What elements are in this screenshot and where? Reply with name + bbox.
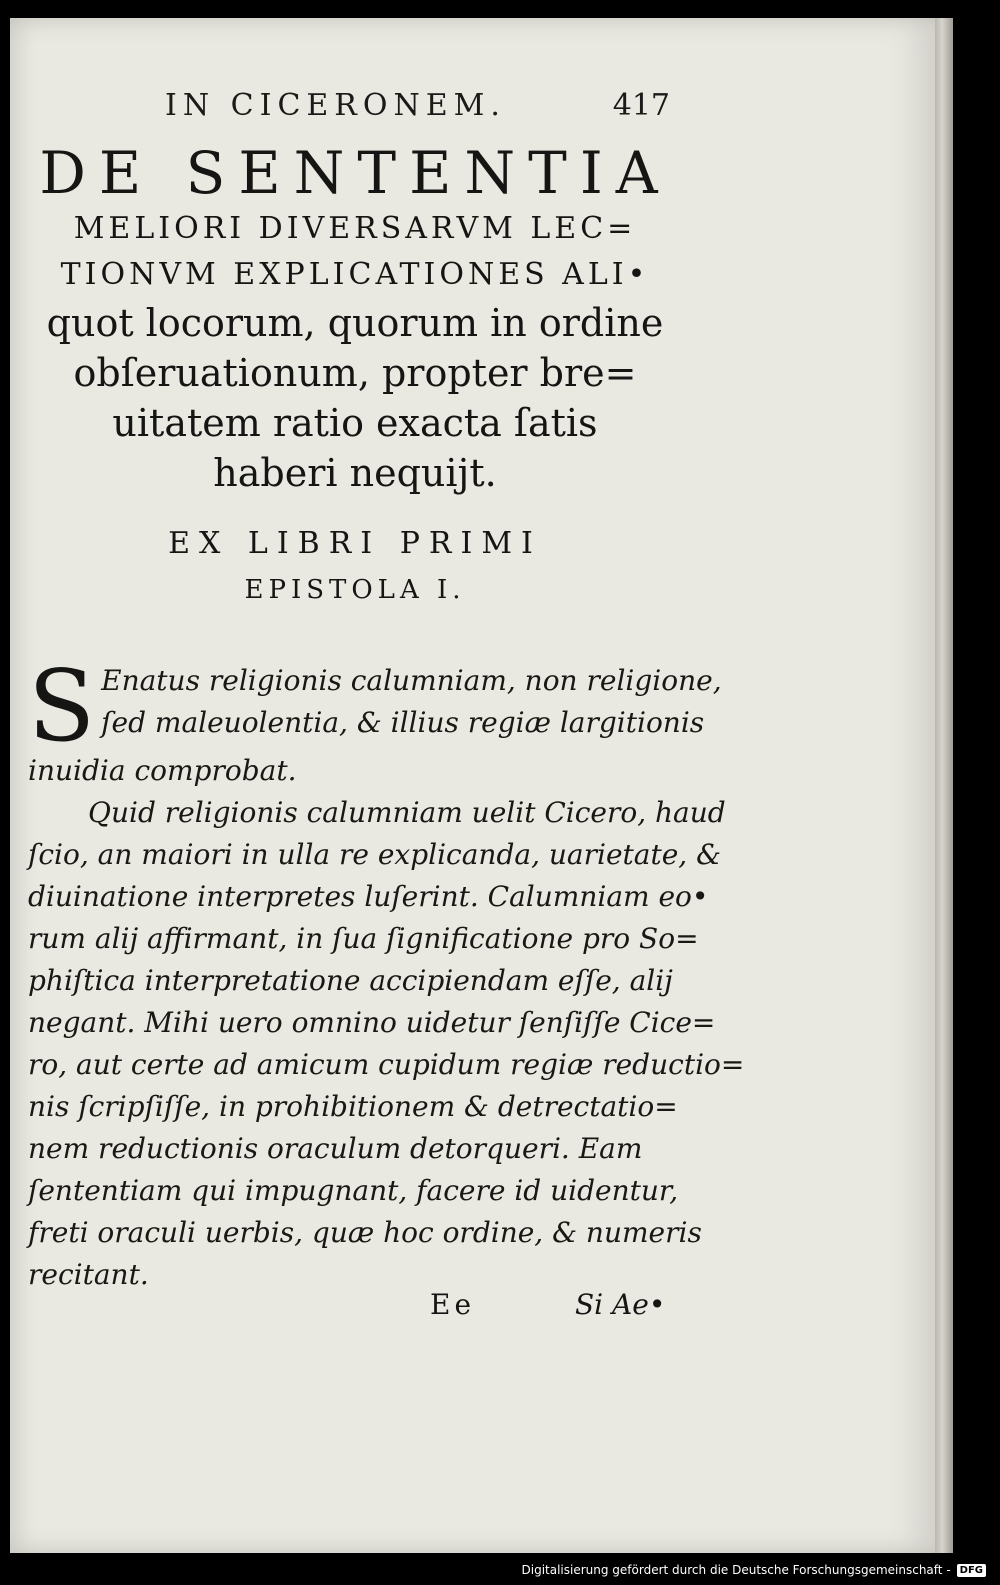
title-line-2: MELIORI DIVERSARVM LEC= [73, 211, 637, 246]
footer-text: Digitalisierung gefördert durch die Deutsche Forschungsgemeinschaft - [521, 1563, 951, 1577]
section-heading [25, 520, 685, 612]
title-line-4: quot locorum, quorum in ordine [46, 301, 664, 345]
text-line: recitant. [28, 1258, 149, 1291]
title-line-5: obſeruationum, propter bre= [73, 351, 637, 395]
text-line: diuinatione interpretes luſerint. Calumniam eo• [28, 880, 709, 913]
text-line: nem reductionis oraculum detorqueri. Eam [28, 1132, 643, 1165]
text-line: ſcio, an maiori in ulla re explicanda, uarietate, & [28, 838, 722, 871]
title-line-6: uitatem ratio exacta ſatis [112, 401, 598, 445]
page-edge [935, 18, 953, 1553]
footer-credit [522, 1559, 987, 1581]
section-heading-line-1: EX LIBRI PRIMI [168, 526, 542, 561]
title-block [25, 140, 685, 498]
dfg-logo: DFG [957, 1564, 986, 1577]
signature-mark: Ee [430, 1288, 476, 1321]
text-line: inuidia comprobat. [28, 754, 297, 787]
text-line: Enatus religionis calumniam, non religione, [101, 664, 722, 697]
running-head-title: IN CICERONEM. [165, 88, 506, 123]
running-head [150, 82, 670, 132]
title-line-3: TIONVM EXPLICATIONES ALI• [60, 257, 650, 292]
text-line: ſed maleuolentia, & illius regiæ largitionis [101, 706, 705, 739]
text-line: ſententiam qui impugnant, facere id uidentur, [28, 1174, 679, 1207]
text-line: phiſtica interpretatione accipiendam eſſe, alij [28, 964, 673, 997]
text-line: freti oraculi uerbis, quæ hoc ordine, & numeris [28, 1216, 702, 1249]
text-line: ro, aut certe ad amicum cupidum regiæ reductio= [28, 1048, 745, 1081]
text-line: nis ſcripſiſſe, in prohibitionem & detrectatio= [28, 1090, 678, 1123]
text-line: negant. Mihi uero omnino uidetur ſenſiſſe Cice= [28, 1006, 716, 1039]
text-line: Quid religionis calumniam uelit Cicero, haud [88, 796, 726, 829]
text-line: rum alij affirmant, in ſua ſignificatione pro So= [28, 922, 699, 955]
body-text [28, 650, 745, 1296]
drop-cap: S [28, 650, 96, 764]
page-number: 417 [612, 88, 670, 123]
title-line-1: DE SENTENTIA [39, 139, 671, 207]
title-line-7: haberi nequijt. [213, 451, 497, 495]
catchword: Si Ae• [575, 1288, 666, 1321]
section-heading-line-2: EPISTOLA I. [244, 575, 466, 605]
